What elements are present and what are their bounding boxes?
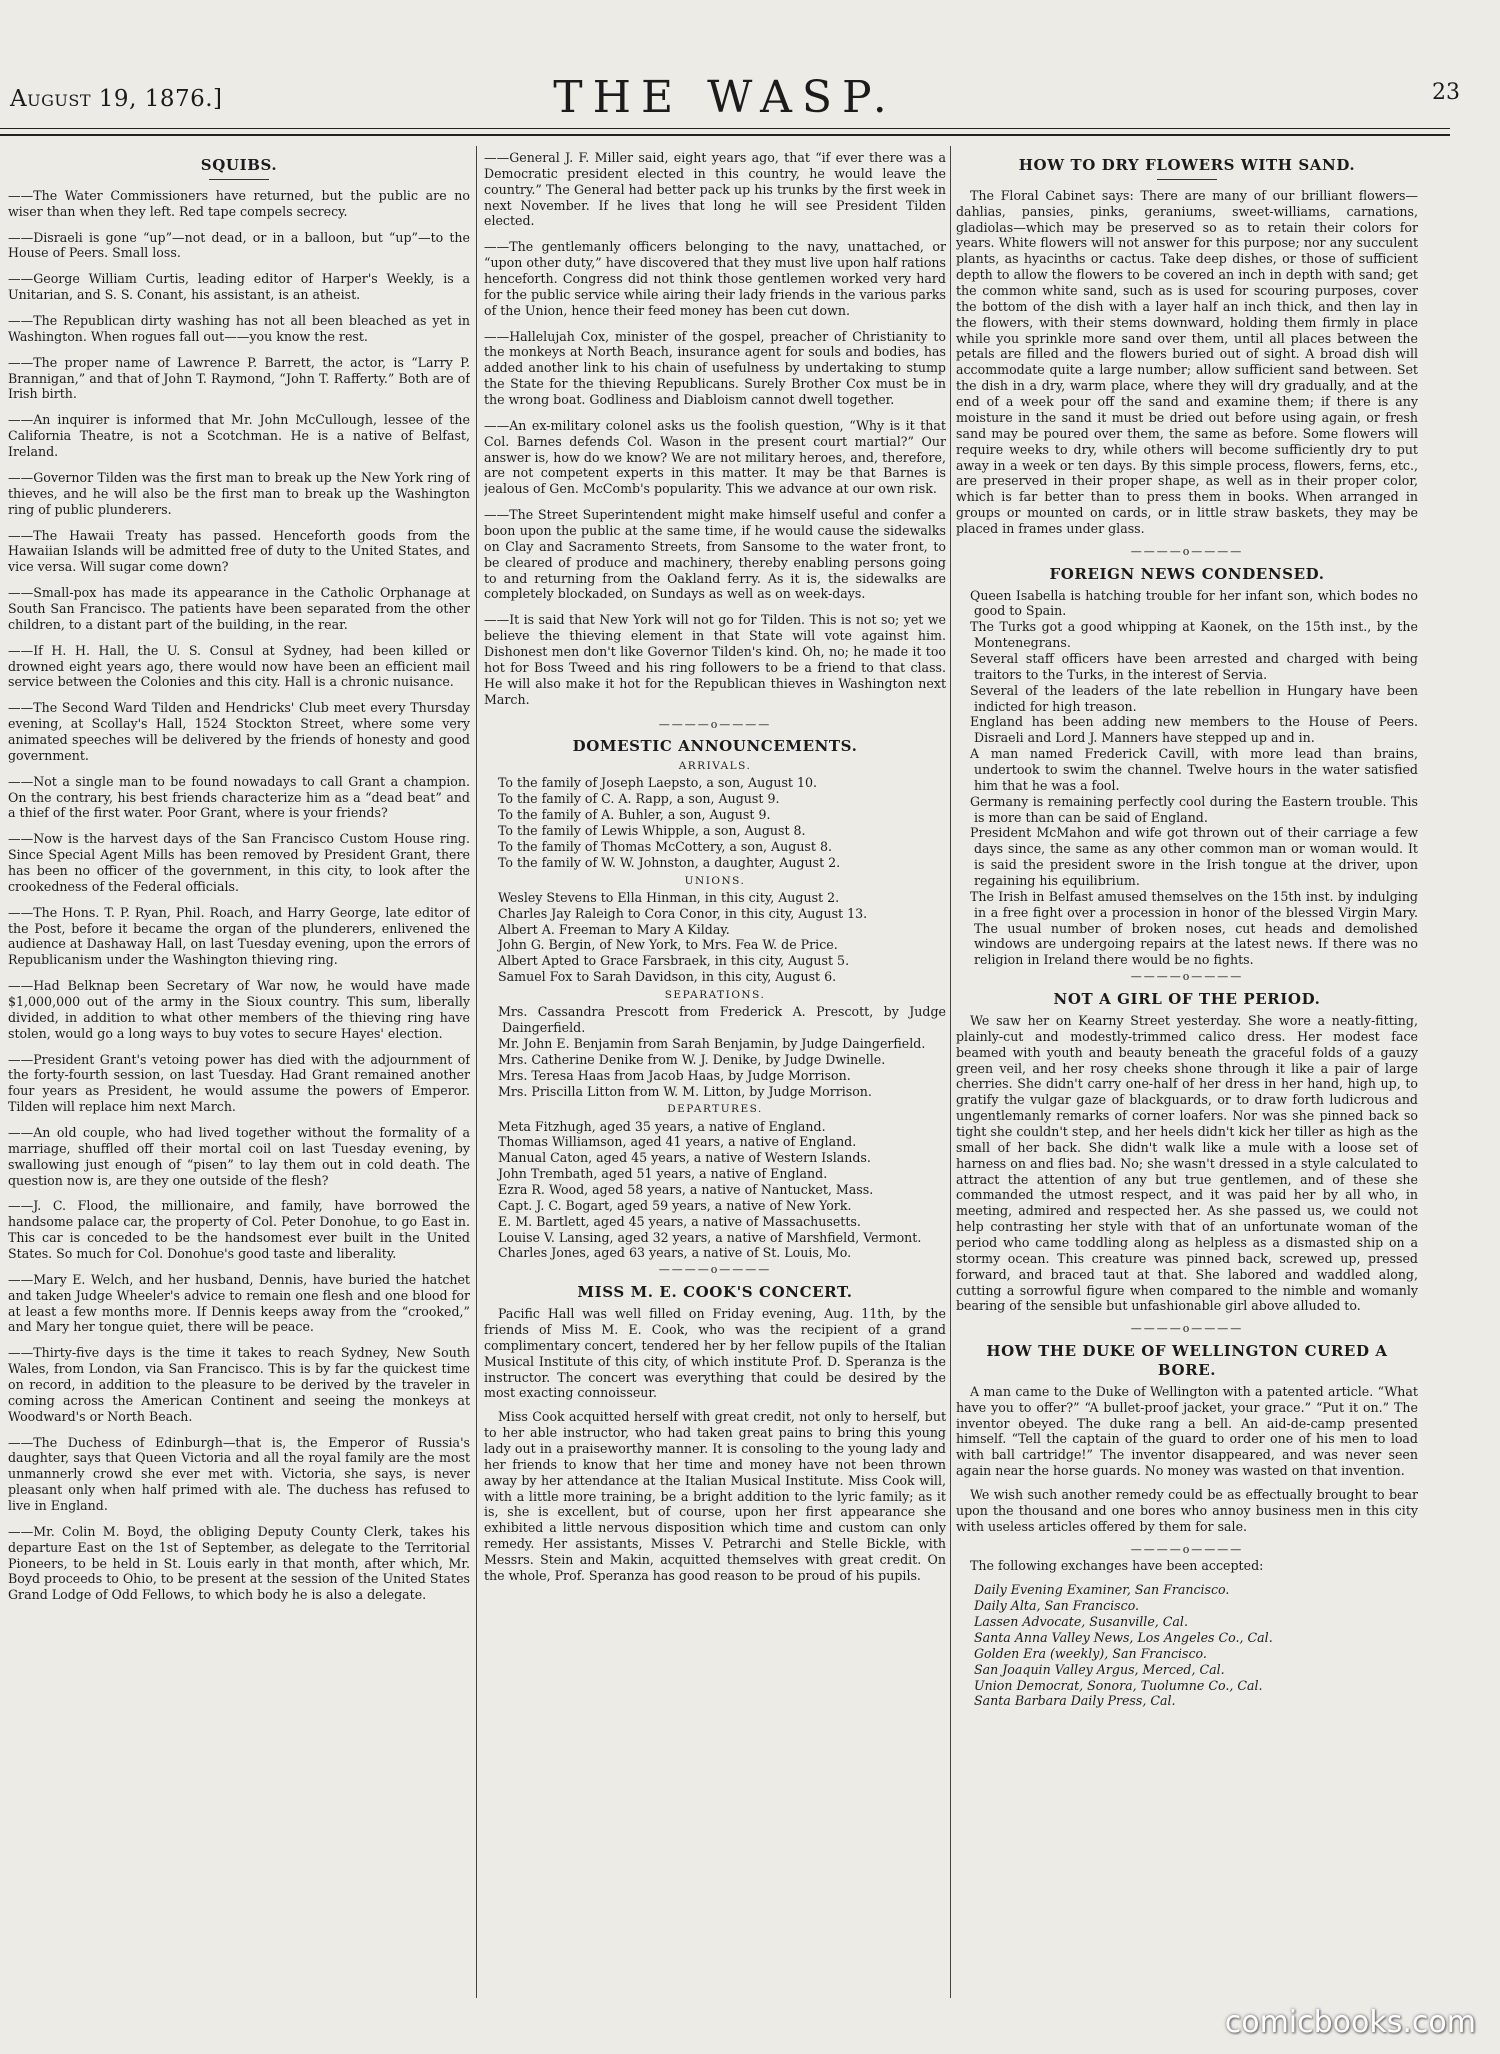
page-number: 23 bbox=[1432, 80, 1460, 105]
announcement-entry: To the family of C. A. Rapp, a son, August 9. bbox=[498, 791, 780, 807]
announcement-entry: John G. Bergin, of New York, to Mrs. Fea W. de Price. bbox=[498, 937, 838, 953]
announcement-entry: To the family of A. Buhler, a son, August 9. bbox=[498, 807, 771, 823]
section-heading-duke: HOW THE DUKE OF WELLINGTON CURED A BORE. bbox=[986, 1342, 1388, 1379]
heading-rule bbox=[209, 179, 269, 180]
exchange-entry: Santa Anna Valley News, Los Angeles Co., Cal. bbox=[974, 1629, 1273, 1645]
squib-paragraph: ——The Hons. T. P. Ryan, Phil. Roach, and Harry George, late editor of the Post, before it became the organ of the plunderers, enlivened the audience at Dashaway Hall, on last Tuesday evening, upon the errors of Republicanism under the Washington thieving ring. bbox=[8, 904, 470, 968]
section-heading-foreign: FOREIGN NEWS CONDENSED. bbox=[1049, 564, 1325, 583]
masthead bbox=[10, 72, 1460, 123]
announcement-entry: Charles Jones, aged 63 years, a native of St. Louis, Mo. bbox=[498, 1245, 852, 1261]
exchanges-list bbox=[956, 1582, 1418, 1709]
arrivals-list bbox=[484, 775, 946, 870]
squib-paragraph: ——Small-pox has made its appearance in the Catholic Orphanage at South San Francisco. The patients have been separated from the other children, to a distant part of the building, in the rear. bbox=[8, 585, 470, 632]
ornament-divider: ————o———— bbox=[1130, 544, 1244, 558]
exchange-entry: Daily Alta, San Francisco. bbox=[974, 1598, 1140, 1614]
subheading-departures: DEPARTURES. bbox=[667, 1103, 763, 1116]
squib-paragraph: ——Now is the harvest days of the San Francisco Custom House ring. Since Special Agent Mills has been removed by President Grant, there has been no officer of the government, in this city, to look after the crookedness of the Federal officials. bbox=[8, 831, 470, 894]
exchange-entry: Daily Evening Examiner, San Francisco. bbox=[974, 1582, 1230, 1598]
subheading-arrivals: ARRIVALS. bbox=[678, 760, 752, 773]
concert-paragraph: Miss Cook acquitted herself with great credit, not only to herself, but to her able instructor, who had taken great pains to bring this young lady out in a praiseworthy manner. It is consoling to the young lady and her friends to know that her time and money have not been thrown away by her attendance at the Italian Musical Institute. Miss Cook will, with a little more training, be a bright addition to the lyric family; as it is, she is excellent, but of course, upon her first appearance she exhibited a little nervous disposition which time and custom can only remedy. Her assistants, Misses V. Petrarchi and Stelle Bickle, with Messrs. Stein and Makin, acquitted themselves with great credit. On the whole, Prof. Speranza has good reason to be proud of his pupils. bbox=[484, 1409, 946, 1583]
section-heading-concert: MISS M. E. COOK'S CONCERT. bbox=[577, 1283, 853, 1302]
column-squibs bbox=[8, 150, 470, 1998]
newspaper-title: THE WASP. bbox=[553, 72, 897, 123]
announcement-entry: Louise V. Lansing, aged 32 years, a native of Marshfield, Vermont. bbox=[498, 1229, 922, 1245]
squib-paragraph: ——Had Belknap been Secretary of War now, he would have made $1,000,000 out of the army in the Sioux country. This sum, liberally divided, in addition to what other members of the thieving ring have stolen, would go a long ways to buy votes to secure Hayes' election. bbox=[8, 978, 470, 1041]
squib-paragraph: ——Disraeli is gone “up”—not dead, or in a balloon, but “up”—to the House of Peers. Small loss. bbox=[8, 229, 470, 261]
section-heading-flowers: HOW TO DRY FLOWERS WITH SAND. bbox=[1018, 156, 1356, 174]
squib-paragraph: ——Not a single man to be found nowadays to call Grant a champion. On the contrary, his best friends characterize him as a “dead beat” and a thief of the first water. Poor Grant, where is your friends? bbox=[8, 773, 470, 821]
announcement-entry: Samuel Fox to Sarah Davidson, in this city, August 6. bbox=[498, 969, 837, 985]
squib-paragraph: ——The Water Commissioners have returned, but the public are no wiser than when they left. Red tape compels secrecy. bbox=[8, 187, 470, 219]
announcement-entry: Albert Apted to Grace Farsbraek, in this city, August 5. bbox=[498, 953, 850, 969]
section-heading-domestic: DOMESTIC ANNOUNCEMENTS. bbox=[572, 737, 858, 756]
column-divider bbox=[476, 146, 477, 1998]
announcement-entry: To the family of Lewis Whipple, a son, August 8. bbox=[498, 823, 806, 839]
departures-list bbox=[484, 1119, 946, 1262]
squib-paragraph: ——Mary E. Welch, and her husband, Dennis, have buried the hatchet and taken Judge Wheeler's advice to remain one flesh and one blood for at least a few months more. If Dennis keeps away from the “crooked,” and Mary her tongue quiet, there will be peace. bbox=[8, 1271, 470, 1335]
squib-paragraph: ——An inquirer is informed that Mr. John McCullough, lessee of the California Theatre, is not a Scotchman. He is a native of Belfast, Ireland. bbox=[8, 412, 470, 460]
announcement-entry: Mrs. Priscilla Litton from W. M. Litton, by Judge Morrison. bbox=[498, 1083, 872, 1099]
announcement-entry: Charles Jay Raleigh to Cora Conor, in this city, August 13. bbox=[498, 905, 868, 921]
editorial-paragraph: ——Hallelujah Cox, minister of the gospel, preacher of Christianity to the monkeys at North Beach, insurance agent for souls and bodies, has added another link to his chain of usefulness by undertaking to stump the State for the thieving Republicans. Surely Brother Cox must be in the wrong boat. Godliness and Diabloism cannot dwell together. bbox=[484, 328, 946, 408]
masthead-rule bbox=[0, 128, 1450, 129]
squib-paragraph: ——J. C. Flood, the millionaire, and family, have borrowed the handsome palace car, the property of Col. Peter Donohue, to go East in. This car is conceded to be the handsomest ever built in the United States. So much for Col. Donohue's good taste and liberality. bbox=[8, 1198, 470, 1262]
squib-paragraph: ——The Hawaii Treaty has passed. Henceforth goods from the Hawaiian Islands will be admitted free of duty to the United States, and vice versa. Will sugar come down? bbox=[8, 527, 470, 575]
foreign-news-item: England has been adding new members to the House of Peers. Disraeli and Lord J. Manners have stepped up and in. bbox=[970, 714, 1418, 746]
editorial-paragraph: ——The gentlemanly officers belonging to the navy, unattached, or “upon other duty,” have discovered that they must live upon half rations henceforth. Congress did not think those gentlemen worked very hard for the public service while airing their lady friends in the various parks of the Union, hence their feed money has been cut down. bbox=[484, 239, 946, 318]
unions-list bbox=[484, 890, 946, 985]
announcement-entry: Thomas Williamson, aged 41 years, a native of England. bbox=[498, 1134, 857, 1150]
squib-paragraph: ——If H. H. Hall, the U. S. Consul at Sydney, had been killed or drowned eight years ago, there would now have been an efficient mail service between the Colonies and this city. Hall is a chronic nuisance. bbox=[8, 642, 470, 690]
separations-list bbox=[484, 1004, 946, 1099]
announcement-entry: E. M. Bartlett, aged 45 years, a native of Massachusetts. bbox=[498, 1213, 861, 1229]
foreign-news-item: The Irish in Belfast amused themselves on the 15th inst. by indulging in a free fight over a procession in honor of the blessed Virgin Mary. The usual number of broken noses, cut heads and demolished windows are undergoing repairs at the latest news. If there was no religion in Ireland there would be no fights. bbox=[970, 888, 1418, 968]
squibs-list bbox=[8, 188, 470, 1603]
exchange-entry: San Joaquin Valley Argus, Merced, Cal. bbox=[974, 1661, 1225, 1677]
squib-paragraph: ——The proper name of Lawrence P. Barrett, the actor, is “Larry P. Brannigan,” and that of John T. Raymond, “John T. Rafferty.” Both are of Irish birth. bbox=[8, 354, 470, 402]
issue-date: August 19, 1876.] bbox=[10, 86, 223, 112]
concert-article bbox=[484, 1306, 946, 1584]
editorial-paragraph: ——The Street Superintendent might make himself useful and confer a boon upon the public at the same time, if he would cause the sidewalks on Clay and Sacramento Streets, from Sansome to the water front, to be cleared of produce and machinery, thereby enabling persons going to and returning from the Oakland ferry. As it is, the sidewalks are completely blockaded, on Sundays as well as on week-days. bbox=[484, 507, 946, 602]
exchange-entry: Lassen Advocate, Susanville, Cal. bbox=[974, 1614, 1188, 1630]
squib-paragraph: ——President Grant's vetoing power has died with the adjournment of the forty-fourth session, on last Tuesday. Had Grant remained another four years as President, he would assume the powers of Emperor. Tilden will replace him next March. bbox=[8, 1051, 470, 1115]
ornament-divider: ————o———— bbox=[658, 717, 772, 731]
ornament-divider: ————o———— bbox=[658, 1263, 772, 1277]
flowers-article: The Floral Cabinet says: There are many of our brilliant flowers—dahlias, pansies, pinks, geraniums, sweet-williams, carnations, gladiolas—which may be preserved so as to retain their colors for years. White flowers will not answer for this purpose; nor any succulent plants, as hyacinths or cactus. Take deep dishes, or those of sufficient depth to allow the flowers to be covered an inch in depth with sand; get the common white sand, such as is used for scouring purposes, cover the bottom of the dish with a layer half an inch thick, and then lay in the flowers, with their stems downward, holding them firmly in place while you sprinkle more sand over them, until all places between the petals are filled and the flowers buried out of sight. A broad dish will accommodate quite a large number; allow sufficient sand between. Set the dish in a dry, warm place, where they will dry gradually, and at the end of a week pour off the sand and examine them; if there is any moisture in the sand it must be dried out before using again, or fresh sand may be poured over them, the same as before. Some flowers will require weeks to dry, while others will become sufficiently dry to put away in a week or ten days. By this simple process, flowers, ferns, etc., are preserved in their proper shape, as well as in their proper color, which is far better than to press them in books. When arranged in groups or mounted on cards, or in little straw baskets, they may be placed in frames under glass. bbox=[956, 187, 1418, 536]
announcement-entry: Mrs. Cassandra Prescott from Frederick A. Prescott, by Judge Daingerfield. bbox=[498, 1004, 946, 1036]
editorial-paragraph: ——It is said that New York will not go for Tilden. This is not so; yet we believe the thieving element in that State will vote against him. Dishonest men don't like Governor Tilden's kind. Oh, no; he made it too hot for Boss Tweed and his ring followers to be a friend to that class. He will also make it hot for the Republican thieves in Washington next March. bbox=[484, 612, 946, 707]
announcement-entry: To the family of Joseph Laepsto, a son, August 10. bbox=[498, 775, 817, 791]
announcement-entry: To the family of Thomas McCottery, a son, August 8. bbox=[498, 838, 832, 854]
announcement-entry: Meta Fitzhugh, aged 35 years, a native of England. bbox=[498, 1118, 826, 1134]
editorial-paragraphs bbox=[484, 150, 946, 708]
section-heading-girl: NOT A GIRL OF THE PERIOD. bbox=[1053, 990, 1321, 1009]
editorial-paragraph: ——General J. F. Miller said, eight years ago, that “if ever there was a Democratic president elected in this country, he would leave the country.” The General had better pack up his trunks by the first week in next November. If he lives that long he will see President Tilden elected. bbox=[484, 150, 946, 229]
squib-paragraph: ——Governor Tilden was the first man to break up the New York ring of thieves, and he will also be the first man to break up the Washington ring of public plunderers. bbox=[8, 469, 470, 517]
announcement-entry: Albert A. Freeman to Mary A Kilday. bbox=[498, 921, 730, 937]
watermark-logo: comicbooks.com bbox=[1224, 2005, 1476, 2040]
ornament-divider: ————o———— bbox=[1130, 1322, 1244, 1336]
foreign-news-item: Germany is remaining perfectly cool during the Eastern trouble. This is more than can be said of England. bbox=[970, 793, 1418, 825]
announcement-entry: Mrs. Catherine Denike from W. J. Denike, by Judge Dwinelle. bbox=[498, 1051, 886, 1067]
column-divider bbox=[950, 146, 951, 1998]
squib-paragraph: ——An old couple, who had lived together without the formality of a marriage, shuffled off their mortal coil on last Tuesday evening, by swallowing just enough of “pisen” to lay them out in cold death. The question now is, are they one outside of the flesh? bbox=[8, 1125, 470, 1188]
announcement-entry: Mrs. Teresa Haas from Jacob Haas, by Judge Morrison. bbox=[498, 1067, 851, 1083]
ornament-divider: ————o———— bbox=[1130, 970, 1244, 984]
announcement-entry: Manual Caton, aged 45 years, a native of Western Islands. bbox=[498, 1150, 871, 1166]
masthead-rule-thick bbox=[0, 134, 1450, 136]
column-middle bbox=[484, 150, 946, 1998]
foreign-news-item: President McMahon and wife got thrown out of their carriage a few days since, the same as any other common man or woman would. It is said the president swore in the Irish tongue at the driver, upon regaining his equilibrium. bbox=[970, 825, 1418, 889]
squib-paragraph: ——The Republican dirty washing has not all been bleached as yet in Washington. When rogues fall out——you know the rest. bbox=[8, 313, 470, 344]
exchanges-intro: The following exchanges have been accepted: bbox=[970, 1558, 1264, 1574]
editorial-paragraph: ——An ex-military colonel asks us the foolish question, “Why is it that Col. Barnes defends Col. Wason in the present court martial?” Our answer is, how do we know? We are not military heroes, and, therefore, are not competent experts in this matter. It may be that Barnes is jealous of Gen. McComb's popularity. This we advance at our own risk. bbox=[484, 417, 946, 497]
squib-paragraph: ——George William Curtis, leading editor of Harper's Weekly, is a Unitarian, and S. S. Conant, his assistant, is an atheist. bbox=[8, 271, 470, 303]
squib-paragraph: ——The Duchess of Edinburgh—that is, the Emperor of Russia's daughter, says that Queen Victoria and all the royal family are the most unmannerly crowd she ever met with. Victoria, she says, is never pleasant only when half primed with ale. The duchess has refused to live in England. bbox=[8, 1434, 470, 1514]
subheading-unions: UNIONS. bbox=[684, 874, 746, 887]
duke-paragraph: We wish such another remedy could be as effectually brought to bear upon the thousand and one bores who annoy business men in this city with useless articles offered by them for sale. bbox=[956, 1487, 1418, 1534]
announcement-entry: To the family of W. W. Johnston, a daughter, August 2. bbox=[498, 854, 841, 870]
announcement-entry: John Trembath, aged 51 years, a native of England. bbox=[498, 1166, 828, 1182]
column-right bbox=[956, 150, 1418, 1998]
foreign-news-item: A man named Frederick Cavill, with more lead than brains, undertook to swim the channel. Twelve hours in the water satisfied him that he was a fool. bbox=[970, 746, 1418, 793]
duke-article bbox=[956, 1384, 1418, 1535]
squib-paragraph: ——Thirty-five days is the time it takes to reach Sydney, New South Wales, from London, via San Francisco. This is by far the quickest time on record, in addition to the pleasure to be derived by the traveler in coming across the American Continent and seeing the monkeys at Woodward's or North Beach. bbox=[8, 1345, 470, 1424]
announcement-entry: Wesley Stevens to Ella Hinman, in this city, August 2. bbox=[498, 889, 840, 905]
subheading-separations: SEPARATIONS. bbox=[664, 989, 766, 1001]
girl-article: We saw her on Kearny Street yesterday. She wore a neatly-fitting, plainly-cut and modestly-trimmed calico dress. Her modest face beamed with youth and beauty beneath the graceful folds of a gauzy green veil, and her rosy cheeks shone through it like a pair of large cherries. She didn't carry one-half of her dress in her hand, high up, to gratify the vulgar gaze of blackguards, or to draw forth ludicrous and ungentlemanly remarks of corner loafers. Nor was she pinned back so tight she couldn't step, and her heels didn't kick her tiller as high as the small of her back. She didn't walk like a mule with a loose set of harness on and flies bad. No; she wasn't dressed in a style calculated to attract the attention of any but true gentlemen, and of these she commanded the utmost respect, and it was paid her by all who, in meeting, admired and respected her. As she passed us, we could not help contrasting her style with that of an unfortunate woman of the period who came toddling along as helpless as a dismasted ship on a stormy ocean. This creature was pinned back, screwed up, pressed forward, and braced taut at that. She labored and waddled along, cutting a sorrowful figure when compared to the nimble and womanly bearing of the sensible but unfashionable girl above alluded to. bbox=[956, 1012, 1418, 1314]
exchange-entry: Union Democrat, Sonora, Tuolumne Co., Cal. bbox=[974, 1677, 1263, 1693]
exchange-entry: Golden Era (weekly), San Francisco. bbox=[974, 1645, 1207, 1661]
foreign-news-item: The Turks got a good whipping at Kaonek, on the 15th inst., by the Montenegrans. bbox=[970, 619, 1418, 651]
foreign-news-item: Several staff officers have been arrested and charged with being traitors to the Turks, in the interest of Servia. bbox=[970, 650, 1418, 682]
exchange-entry: Santa Barbara Daily Press, Cal. bbox=[974, 1693, 1176, 1709]
duke-paragraph: A man came to the Duke of Wellington with a patented article. “What have you to offer?” “A bullet-proof jacket, your grace.” “Put it on.” The inventor obeyed. The duke rang a bell. An aid-de-camp presented himself. “Tell the captain of the guard to order one of his men to load with ball cartridge!” The inventor disappeared, and was never seen again near the horse guards. No money was wasted on that invention. bbox=[956, 1383, 1418, 1479]
concert-paragraph: Pacific Hall was well filled on Friday evening, Aug. 11th, by the friends of Miss M. E. Cook, who was the recipient of a grand complimentary concert, tendered her by her fellow pupils of the Italian Musical Institute of this city, of which institute Prof. D. Speranza is the instructor. The concert was everything that could be desired by the most exacting connoisseur. bbox=[484, 1306, 946, 1401]
announcement-entry: Capt. J. C. Bogart, aged 59 years, a native of New York. bbox=[498, 1197, 852, 1213]
squib-paragraph: ——The Second Ward Tilden and Hendricks' Club meet every Thursday evening, at Scollay's Hall, 1524 Stockton Street, where some very animated speeches will be delivered by the friends of honesty and good government. bbox=[8, 700, 470, 763]
foreign-news-item: Several of the leaders of the late rebellion in Hungary have been indicted for high treason. bbox=[970, 682, 1418, 714]
foreign-news-item: Queen Isabella is hatching trouble for her infant son, which bodes no good to Spain. bbox=[970, 587, 1418, 619]
ornament-divider: ————o———— bbox=[1130, 1542, 1244, 1556]
announcement-entry: Ezra R. Wood, aged 58 years, a native of Nantucket, Mass. bbox=[498, 1182, 874, 1198]
heading-rule bbox=[1157, 179, 1217, 180]
section-heading-squibs: SQUIBS. bbox=[200, 156, 278, 174]
squib-paragraph: ——Mr. Colin M. Boyd, the obliging Deputy County Clerk, takes his departure East on the 1st of September, as delegate to the Territorial Pioneers, to be held in St. Louis early in that month, after which, Mr. Boyd proceeds to Ohio, to be present at the session of the United States Grand Lodge of Odd Fellows, to which body he is also a delegate. bbox=[8, 1523, 470, 1603]
foreign-news-list bbox=[956, 588, 1418, 969]
announcement-entry: Mr. John E. Benjamin from Sarah Benjamin, by Judge Daingerfield. bbox=[498, 1035, 926, 1051]
